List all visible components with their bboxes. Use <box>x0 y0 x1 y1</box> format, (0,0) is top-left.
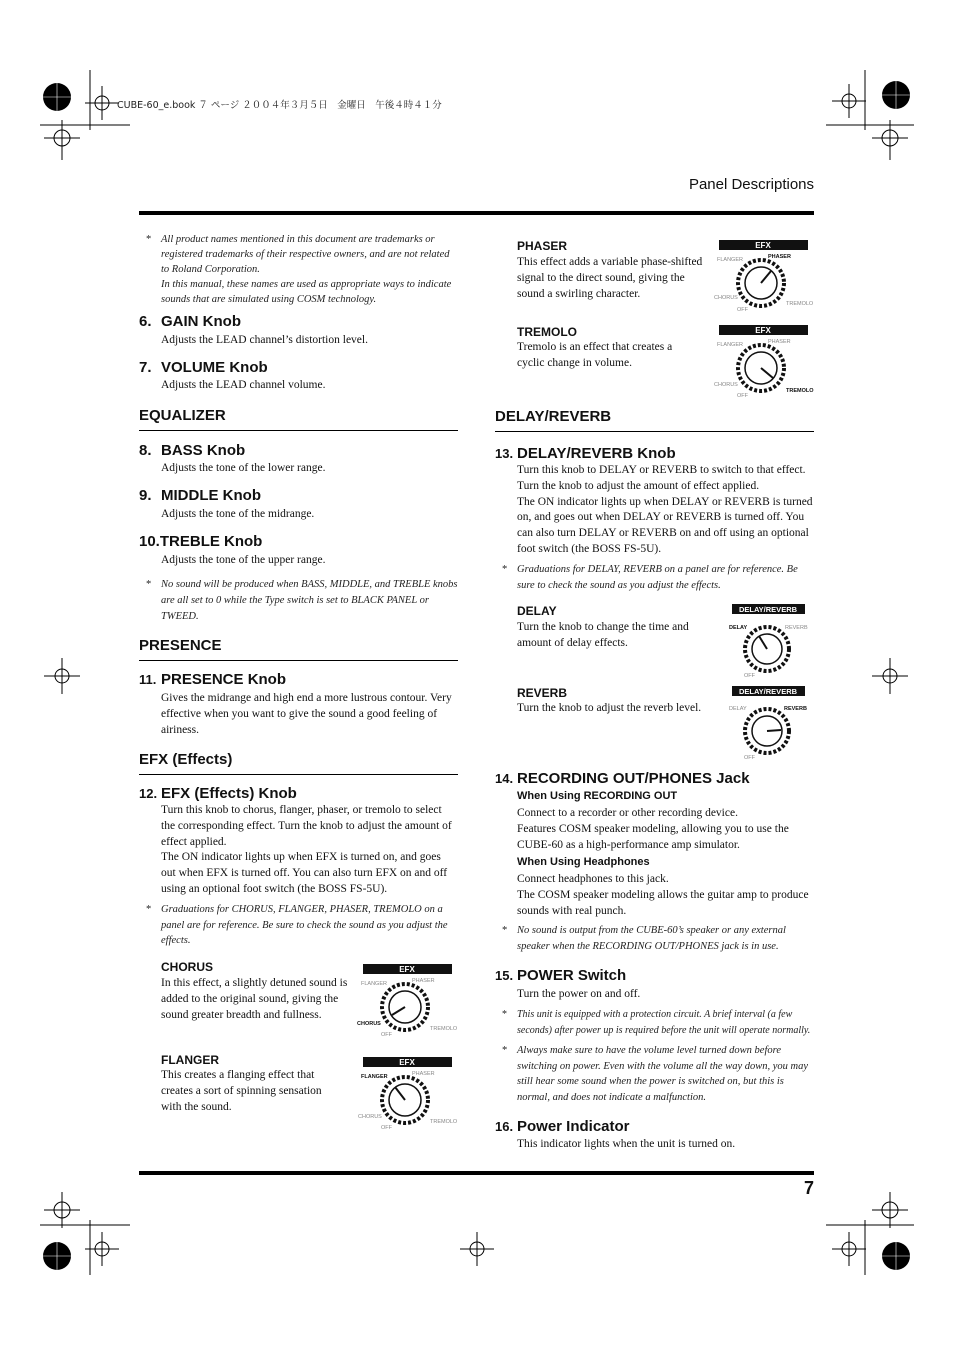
svg-text:PHASER: PHASER <box>412 978 435 984</box>
reverb-text: Turn the knob to adjust the reverb level. <box>517 702 702 714</box>
presence-section: PRESENCE <box>139 637 222 654</box>
phaser-title: PHASER <box>517 239 568 253</box>
middle-text: Adjusts the tone of the midrange. <box>161 508 315 520</box>
svg-text:CHORUS: CHORUS <box>714 295 738 301</box>
presence-text: Gives the midrange and high end a more lustrous contour. Very effective when you want to give the sound a good feeling of airiness. <box>161 692 452 736</box>
delay-knob-illustration <box>729 603 815 679</box>
gain-heading: 6. GAIN Knob <box>139 313 241 330</box>
tremolo-title: TREMOLO <box>517 325 577 339</box>
section-rule <box>495 431 814 432</box>
svg-text:REVERB: REVERB <box>784 706 807 712</box>
svg-text:FLANGER: FLANGER <box>717 342 743 348</box>
svg-text:OFF: OFF <box>737 307 748 313</box>
svg-text:CHORUS: CHORUS <box>358 1114 382 1120</box>
presence-heading: 11. PRESENCE Knob <box>139 671 287 688</box>
efx-knob-tremolo-illustration <box>713 324 815 400</box>
volume-text: Adjusts the LEAD channel volume. <box>161 379 326 391</box>
flanger-text: This creates a flanging effect that creates a sort of spinning sensation with the sound. <box>161 1069 322 1113</box>
svg-text:DELAY: DELAY <box>729 706 747 712</box>
svg-text:CHORUS: CHORUS <box>714 382 738 388</box>
svg-text:EFX: EFX <box>399 965 415 974</box>
gain-text: Adjusts the LEAD channel’s distortion level. <box>161 334 368 346</box>
trademark-note: * All product names mentioned in this document are trademarks or registered trademarks of their respective owners, and are not related to Roland Corporation. In this manual, these names are used as appropriate ways to indicate sounds that are simulated using COSM technology. <box>146 234 452 305</box>
bass-text: Adjusts the tone of the lower range. <box>161 462 326 474</box>
svg-text:FLANGER: FLANGER <box>717 257 743 263</box>
svg-text:OFF: OFF <box>381 1032 392 1038</box>
treble-heading: 10.TREBLE Knob <box>139 533 263 550</box>
efx-knob-chorus-illustration <box>357 963 459 1039</box>
recording-text2: Connect headphones to this jack. The COSM speaker modeling allows the guitar amp to produce sounds with real punch. <box>517 873 809 917</box>
efx-note: * Graduations for CHORUS, FLANGER, PHASER, TREMOLO on a panel are for reference. Be sure to check the sound as you adjust the effects. <box>146 904 448 946</box>
svg-text:FLANGER: FLANGER <box>361 981 387 987</box>
volume-heading: 7. VOLUME Knob <box>139 359 268 376</box>
svg-text:PHASER: PHASER <box>412 1071 435 1077</box>
svg-text:REVERB: REVERB <box>785 625 808 631</box>
svg-text:DELAY: DELAY <box>729 625 748 631</box>
svg-text:DELAY/REVERB: DELAY/REVERB <box>738 687 798 696</box>
svg-text:EFX: EFX <box>755 326 771 335</box>
section-rule <box>139 774 458 775</box>
delay-reverb-text: Turn this knob to DELAY or REVERB to switch to that effect. Turn the knob to adjust the amount of effect applied. The ON indicator lights up when DELAY or REVERB is turned on, and goes out when DELAY or REVERB is turned off. You can also turn DELAY or REVERB on and off using an optional foot switch (the BOSS FS-5U). <box>517 464 813 555</box>
efx-text: Turn this knob to chorus, flanger, phaser, or tremolo to select the corresponding effect. Turn the knob to adjust the amount of effect applied. The ON indicator lights up when EFX is turned on, and goes out when EFX is turned off. You can also turn EFX on and off using an optional foot switch (the BOSS FS-5U). <box>161 804 452 895</box>
recording-heading: 14. RECORDING OUT/PHONES Jack <box>495 770 750 787</box>
bass-heading: 8. BASS Knob <box>139 442 246 459</box>
delay-reverb-heading: 13. DELAY/REVERB Knob <box>495 445 676 462</box>
tremolo-text: Tremolo is an effect that creates a cyclic change in volume. <box>517 341 673 369</box>
svg-text:TREMOLO: TREMOLO <box>430 1026 458 1032</box>
delay-reverb-note: * Graduations for DELAY, REVERB on a panel are for reference. Be sure to check the sound as you adjust the effects. <box>502 564 798 591</box>
delay-reverb-section: DELAY/REVERB <box>495 408 612 425</box>
file-info: CUBE-60_e.book ７ ページ ２００４年３月５日 金曜日 午後４時４１分 <box>117 100 442 111</box>
chorus-text: In this effect, a slightly detuned sound is added to the original sound, giving the sound greater breadth and fullness. <box>161 977 348 1021</box>
efx-knob-phaser-illustration <box>713 239 815 315</box>
power-text: Turn the power on and off. <box>517 988 641 1000</box>
svg-text:OFF: OFF <box>744 673 755 679</box>
recording-text1: Connect to a recorder or other recording device. Features COSM speaker modeling, allowing you to use the CUBE-60 as a high-performance amp simulator. <box>517 807 789 851</box>
equalizer-section: EQUALIZER <box>139 407 226 424</box>
treble-note: * No sound will be produced when BASS, MIDDLE, and TREBLE knobs are all set to 0 while the Type switch is set to BLACK PANEL or TWEED. <box>146 579 458 622</box>
efx-knob-flanger-illustration <box>357 1056 459 1132</box>
svg-text:PHASER: PHASER <box>768 254 791 260</box>
svg-text:DELAY/REVERB: DELAY/REVERB <box>738 605 798 614</box>
phaser-text: This effect adds a variable phase-shifted signal to the direct sound, giving the sound a swirling character. <box>517 256 703 300</box>
flanger-title: FLANGER <box>161 1053 219 1067</box>
recording-note: * No sound is output from the CUBE-60’s speaker or any external speaker when the RECORDING OUT/PHONES jack is in use. <box>502 925 786 952</box>
treble-text: Adjusts the tone of the upper range. <box>161 554 326 566</box>
delay-title: DELAY <box>517 604 557 618</box>
svg-text:EFX: EFX <box>399 1058 415 1067</box>
power-note-2: * Always make sure to have the volume level turned down before switching on power. Even with the volume all the way down, you may still hear some sound when the power is switched on, but this is normal, and does not indicate a malfunction. <box>502 1045 809 1103</box>
recording-sub1: When Using RECORDING OUT <box>517 790 678 802</box>
section-rule <box>139 660 458 661</box>
power-note-1: * This unit is equipped with a protection circuit. A brief interval (a few seconds) after power up is required before the unit will operate normally. <box>502 1009 811 1036</box>
svg-text:EFX: EFX <box>755 241 771 250</box>
reverb-knob-illustration <box>729 685 815 761</box>
svg-text:FLANGER: FLANGER <box>361 1074 388 1080</box>
recording-sub2: When Using Headphones <box>517 856 650 868</box>
bottom-rule <box>139 1171 814 1175</box>
middle-heading: 9. MIDDLE Knob <box>139 487 261 504</box>
svg-text:OFF: OFF <box>744 755 755 761</box>
section-rule <box>139 430 458 431</box>
svg-text:OFF: OFF <box>737 393 748 399</box>
efx-section: EFX (Effects) <box>139 751 233 768</box>
svg-text:TREMOLO: TREMOLO <box>786 388 814 394</box>
svg-text:TREMOLO: TREMOLO <box>786 301 814 307</box>
page-number: 7 <box>803 1178 814 1198</box>
chorus-title: CHORUS <box>161 960 214 974</box>
svg-text:TREMOLO: TREMOLO <box>430 1119 458 1125</box>
svg-text:CHORUS: CHORUS <box>357 1021 381 1027</box>
reverb-title: REVERB <box>517 686 568 700</box>
delay-text: Turn the knob to change the time and amount of delay effects. <box>517 621 689 649</box>
power-heading: 15. POWER Switch <box>495 967 627 984</box>
svg-text:OFF: OFF <box>381 1125 392 1131</box>
top-rule <box>139 211 814 215</box>
efx-heading: 12. EFX (Effects) Knob <box>139 785 297 802</box>
running-title: Panel Descriptions <box>688 176 814 193</box>
power-indicator-heading: 16. Power Indicator <box>495 1118 630 1135</box>
svg-text:PHASER: PHASER <box>768 339 791 345</box>
power-indicator-text: This indicator lights when the unit is turned on. <box>517 1138 736 1150</box>
